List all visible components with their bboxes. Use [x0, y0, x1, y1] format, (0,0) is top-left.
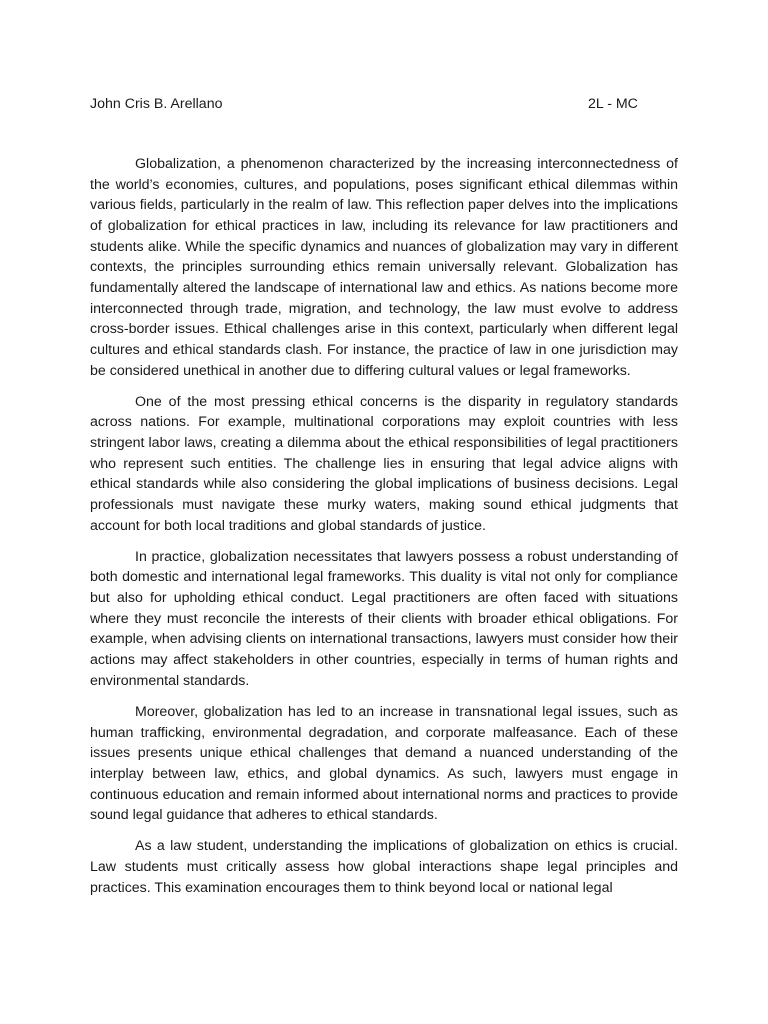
author-name: John Cris B. Arellano	[90, 96, 223, 112]
document-body	[90, 154, 678, 909]
paragraph: In practice, globalization necessitates that lawyers possess a robust understanding of both domestic and international legal frameworks. This duality is vital not only for compliance but also for upholding ethical conduct. Legal practitioners are often faced with situations where they must reconcile the interests of their clients with broader ethical obligations. For example, when advising clients on international transactions, lawyers must consider how their actions may affect stakeholders in other countries, especially in terms of human rights and environmental standards.	[90, 548, 678, 689]
paragraph: Moreover, globalization has led to an increase in transnational legal issues, such as human trafficking, environmental degradation, and corporate malfeasance. Each of these issues presents unique ethical challenges that demand a nuanced understanding of the interplay between law, ethics, and global dynamics. As such, lawyers must engage in continuous education and remain informed about international norms and practices to provide sound legal guidance that adheres to ethical standards.	[90, 703, 678, 824]
paragraph: One of the most pressing ethical concerns is the disparity in regulatory standards across nations. For example, multinational corporations may exploit countries with less stringent labor laws, creating a dilemma about the ethical responsibilities of legal practitioners who represent such entities. The challenge lies in ensuring that legal advice aligns with ethical standards while also considering the global implications of business decisions. Legal professionals must navigate these murky waters, making sound ethical judgments that account for both local traditions and global standards of justice.	[90, 393, 678, 534]
paragraph: As a law student, understanding the implications of globalization on ethics is crucial. Law students must critically assess how global interactions shape legal principles and practices. This examination encourages them to think beyond local or national legal	[90, 838, 678, 896]
class-section: 2L - MC	[588, 96, 638, 112]
paragraph: Globalization, a phenomenon characterized by the increasing interconnectedness of the world’s economies, cultures, and populations, poses significant ethical dilemmas within various fields, particularly in the realm of law. This reflection paper delves into the implications of globalization for ethical practices in law, including its relevance for law practitioners and students alike. While the specific dynamics and nuances of globalization may vary in different contexts, the principles surrounding ethics remain universally relevant. Globalization has fundamentally altered the landscape of international law and ethics. As nations become more interconnected through trade, migration, and technology, the law must evolve to address cross-border issues. Ethical challenges arise in this context, particularly when different legal cultures and ethical standards clash. For instance, the practice of law in one jurisdiction may be considered unethical in another due to differing cultural values or legal frameworks.	[90, 156, 678, 379]
document-header	[90, 94, 678, 114]
